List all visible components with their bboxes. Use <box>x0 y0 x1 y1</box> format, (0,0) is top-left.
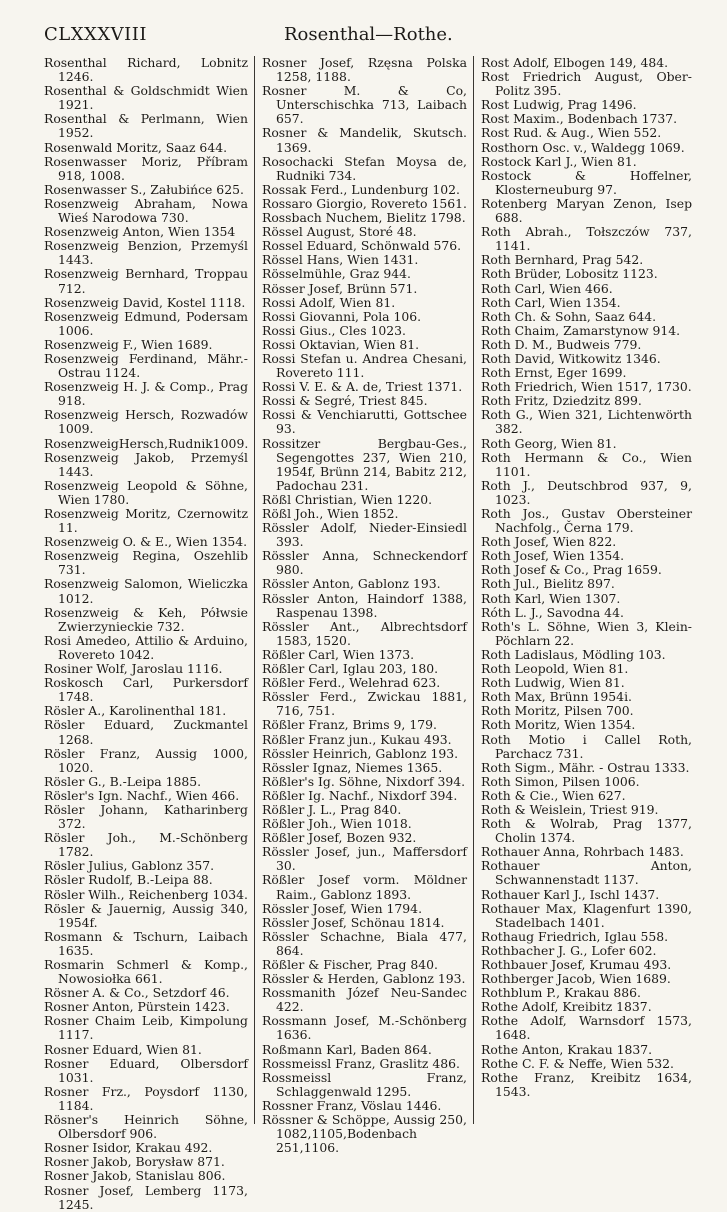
directory-entry: Rosner Chaim Leib, Kimpolung 1117. <box>44 1013 248 1043</box>
directory-entry: Rosenzweig & Keh, Półwsie Zwierzynieckie 732. <box>44 604 248 634</box>
directory-entry: Rosner & Mandelik, Skutsch. 1369. <box>262 125 467 155</box>
directory-entry: Rösler's Ign. Nachf., Wien 466. <box>44 787 240 803</box>
directory-entry: Rößler Ig. Nachf., Nixdorf 394. <box>262 787 458 803</box>
directory-entry: Rösser Josef, Brünn 571. <box>262 280 418 296</box>
directory-entry: Rössler Heinrich, Gablonz 193. <box>262 745 459 761</box>
directory-entry: Rosenzweig Abraham, Nowa Wieś Narodowa 730. <box>44 195 248 226</box>
directory-entry: Rössler Josef, jun., Maffersdorf 30. <box>262 844 467 874</box>
page-title: Rosenthal—Rothe. <box>284 24 453 45</box>
directory-entry: Rössler Ignaz, Niemes 1365. <box>262 759 443 775</box>
directory-entry: Rossitzer Bergbau-Ges., Segengottes 237, Wien 210, 1954f, Brünn 214, Babitz 212, Padochau 231. <box>262 435 467 493</box>
directory-entry: Rossmanith Józef Neu-Sandec 422. <box>262 985 467 1015</box>
column-3 <box>473 56 692 1124</box>
directory-entry: Rosthorn Osc. v., Waldegg 1069. <box>481 139 685 155</box>
directory-entry: Rössler Ferd., Zwickau 1881, 716, 751. <box>262 689 467 719</box>
directory-entry: Rost Maxim., Bodenbach 1737. <box>481 111 678 127</box>
directory-entry: Rosenzweig Regina, Oszehlib 731. <box>44 548 248 578</box>
directory-entry: Rosner Eduard, Olbersdorf 1031. <box>44 1055 248 1085</box>
directory-entry: Rössel August, Storé 48. <box>262 224 417 240</box>
directory-entry: Roth J., Deutschbrod 937, 9, 1023. <box>481 477 692 507</box>
directory-entry: Rosenzweig Jakob, Przemyśl 1443. <box>44 449 248 479</box>
directory-entry: Rosenthal & Goldschmidt Wien 1921. <box>44 83 248 113</box>
directory-entry: Roth & Wolrab, Prag 1377, Cholin 1374. <box>481 816 692 846</box>
directory-entry: Roskosch Carl, Purkersdorf 1748. <box>44 675 248 705</box>
directory-entry: Rothe C. F. & Neffe, Wien 532. <box>481 1055 674 1071</box>
directory-entry: Rosner Isidor, Krakau 492. <box>44 1140 213 1156</box>
directory-entry: Rößler Josef, Bozen 932. <box>262 830 417 846</box>
directory-entry: Rosner Anton, Pürstein 1423. <box>44 999 230 1015</box>
directory-entry: Rothaug Friedrich, Iglau 558. <box>481 928 669 944</box>
directory-entry: Rössler Josef, Schönau 1814. <box>262 914 445 930</box>
directory-entry: Rosner M. & Co, Unterschischka 713, Laibach 657. <box>262 83 467 127</box>
directory-entry: Rost Rud. & Aug., Wien 552. <box>481 125 662 141</box>
directory-entry: Roth Abrah., Tołszczów 737, 1141. <box>481 224 692 254</box>
directory-entry: Rothblum P., Krakau 886. <box>481 985 641 1001</box>
directory-entry: Roth Motio i Callel Roth, Parchacz 731. <box>481 731 692 761</box>
directory-entry: Roth Josef, Wien 1354. <box>481 548 625 564</box>
directory-entry: Rössel Hans, Wien 1431. <box>262 252 419 268</box>
directory-entry: Rößler Franz, Brims 9, 179. <box>262 717 437 733</box>
directory-entry: Roth Leopold, Wien 81. <box>481 661 629 677</box>
directory-entry: Rößl Joh., Wien 1852. <box>262 506 399 521</box>
directory-entry: Roth Ernst, Eger 1699. <box>481 365 627 381</box>
directory-entry: Roth D. M., Budweis 779. <box>481 336 642 352</box>
directory-entry: Rossi Gius., Cles 1023. <box>262 322 406 338</box>
directory-entry: Roth Moritz, Pilsen 700. <box>481 703 634 719</box>
directory-entry: Rosenthal & Perlmann, Wien 1952. <box>44 111 248 141</box>
directory-entry: Rothe Franz, Kreibitz 1634, 1543. <box>481 1069 692 1099</box>
directory-entry: Rösler Joh., M.-Schönberg 1782. <box>44 830 248 860</box>
directory-entry: Rosenwald Moritz, Saaz 644. <box>44 139 228 155</box>
directory-entry: Roth Chaim, Zamarstynow 914. <box>481 322 681 338</box>
directory-entry: Roth Brüder, Lobositz 1123. <box>481 266 658 282</box>
directory-entry: Rösner's Heinrich Söhne, Olbersdorf 906. <box>44 1112 248 1142</box>
directory-entry: Roth Bernhard, Prag 542. <box>481 252 644 268</box>
directory-entry: Rostock & Hoffelner, Klosterneuburg 97. <box>481 167 692 197</box>
directory-entry: Rossi & Venchiarutti, Gottschee 93. <box>262 407 467 437</box>
directory-entry: Rosiner Wolf, Jaroslau 1116. <box>44 661 223 677</box>
directory-entry: Roth Friedrich, Wien 1517, 1730. <box>481 379 692 395</box>
directory-entry: Rotenberg Maryan Zenon, Isep 688. <box>481 195 692 226</box>
directory-entry: Rothbauer Josef, Krumau 493. <box>481 957 672 972</box>
directory-entry: Rössner & Schöppe, Aussig 250, 1082,1105,Bodenbach 251,1106. <box>262 1112 467 1156</box>
directory-entry: Rosenzweig F., Wien 1689. <box>44 336 213 352</box>
directory-entry: Rosenzweig Hersch, Rozwadów 1009. <box>44 407 248 437</box>
page-header <box>44 14 692 48</box>
directory-entry: Rössler & Herden, Gablonz 193. <box>262 971 466 987</box>
directory-entry: Rothe Adolf, Kreibitz 1837. <box>481 999 652 1015</box>
page-number: CLXXXVIII <box>44 24 147 45</box>
directory-entry: Rößler Joh., Wien 1018. <box>262 816 412 832</box>
directory-entry: Rosenzweig H. J. & Comp., Prag 918. <box>44 379 248 409</box>
directory-entry: Rössler Anton, Gablonz 193. <box>262 576 441 592</box>
directory-entry: Roth Ch. & Sohn, Saaz 644. <box>481 308 657 324</box>
directory-entry: Roth Fritz, Dziedzitz 899. <box>481 393 642 409</box>
directory-entry: Rothberger Jacob, Wien 1689. <box>481 971 671 987</box>
directory-entry: Rössler Schachne, Biala 477, 864. <box>262 928 467 958</box>
directory-entry: Rösler Johann, Katharinberg 372. <box>44 801 248 832</box>
directory-entry: Roth Ludwig, Wien 81. <box>481 675 625 691</box>
directory-entry: Rosner Josef, Lemberg 1173, 1245. <box>44 1182 248 1212</box>
directory-entry: Roth Jos., Gustav Obersteiner Nachfolg., Černa 179. <box>481 506 692 536</box>
directory-entry: Rößler Carl, Iglau 203, 180. <box>262 661 439 677</box>
directory-entry: Rosner Eduard, Wien 81. <box>44 1041 202 1057</box>
directory-entry: Rößler & Fischer, Prag 840. <box>262 957 438 972</box>
directory-entry: Rosenzweig Ferdinand, Mähr.-Ostrau 1124. <box>44 350 248 381</box>
directory-entry: Rossmeissl Franz, Graslitz 486. <box>262 1055 460 1071</box>
directory-entry: Rossner Franz, Vöslau 1446. <box>262 1097 442 1113</box>
directory-entry: Rösler Franz, Aussig 1000, 1020. <box>44 745 248 775</box>
directory-entry: Rosochacki Stefan Moysa de, Rudniki 734. <box>262 153 467 183</box>
directory-entry: Rosenzweig David, Kostel 1118. <box>44 294 246 310</box>
directory-entry: Rostock Karl J., Wien 81. <box>481 153 637 169</box>
directory-entry: Rössler Anna, Schneckendorf 980. <box>262 548 467 578</box>
directory-entry: Rossel Eduard, Schönwald 576. <box>262 238 462 254</box>
directory-entry: Roth Josef, Wien 822. <box>481 534 617 550</box>
directory-entry: Roth's L. Söhne, Wien 3, Klein-Pöchlarn 22. <box>481 618 692 648</box>
directory-entry: Rösler A., Karolinenthal 181. <box>44 703 227 719</box>
directory-entry: RosenzweigHersch,Rudnik1009. <box>44 435 249 451</box>
directory-entry: Rossi & Segré, Triest 845. <box>262 393 428 409</box>
directory-entry: Rothbacher J. G., Lofer 602. <box>481 942 657 958</box>
directory-entry: Rothe Anton, Krakau 1837. <box>481 1041 653 1057</box>
directory-entry: Rösler Julius, Gablonz 357. <box>44 858 215 874</box>
directory-entry: Rösler G., B.-Leipa 1885. <box>44 773 202 789</box>
directory-entry: Rößl Christian, Wien 1220. <box>262 491 433 507</box>
directory-entry: Rossbach Nuchem, Bielitz 1798. <box>262 210 466 226</box>
directory-entry: Roth Carl, Wien 1354. <box>481 294 621 310</box>
directory-entry: Rost Friedrich August, Ober-Politz 395. <box>481 69 692 99</box>
directory-entry: Roth Sigm., Mähr. - Ostrau 1333. <box>481 759 690 775</box>
directory-entry: Rosenzweig Benzion, Przemyśl 1443. <box>44 238 248 268</box>
directory-entry: Rosenthal Richard, Lobnitz 1246. <box>44 55 248 85</box>
directory-columns <box>44 55 692 1212</box>
directory-entry: Rösler Eduard, Zuckmantel 1268. <box>44 717 248 747</box>
directory-entry: Rossi Stefan u. Andrea Chesani, Rovereto 111. <box>262 350 467 381</box>
directory-entry: Rosmann & Tschurn, Laibach 1635. <box>44 928 248 958</box>
directory-entry: Rösler Rudolf, B.-Leipa 88. <box>44 872 213 888</box>
column-2 <box>254 55 473 1156</box>
directory-entry: Rösler Wilh., Reichenberg 1034. <box>44 886 248 902</box>
directory-entry: Rosenzweig O. & E., Wien 1354. <box>44 534 248 550</box>
directory-entry: Rößler Ferd., Welehrad 623. <box>262 675 441 691</box>
directory-entry: Rosenzweig Bernhard, Troppau 712. <box>44 266 248 296</box>
directory-entry: Rößler Josef vorm. Möldner Raim., Gablonz 1893. <box>262 872 467 902</box>
directory-entry: Rössler Adolf, Nieder-Einsiedl 393. <box>262 520 467 550</box>
directory-entry: Rossi V. E. & A. de, Triest 1371. <box>262 379 463 395</box>
directory-entry: Rothe Adolf, Warnsdorf 1573, 1648. <box>481 1013 692 1043</box>
directory-entry: Rothauer Anna, Rohrbach 1483. <box>481 844 684 860</box>
directory-entry: Rößler Carl, Wien 1373. <box>262 646 415 662</box>
directory-entry: Rothauer Karl J., Ischl 1437. <box>481 886 660 902</box>
directory-entry: Roth Josef & Co., Prag 1659. <box>481 562 662 578</box>
directory-entry: Rössler Anton, Haindorf 1388, Raspenau 1398. <box>262 590 467 620</box>
directory-entry: Rossmeissl Franz, Schlaggenwald 1295. <box>262 1069 467 1099</box>
directory-entry: Rosner Josef, Rzęsna Polska 1258, 1188. <box>262 55 467 85</box>
directory-entry: Rosenzweig Edmund, Podersam 1006. <box>44 308 248 338</box>
directory-entry: Rost Ludwig, Prag 1496. <box>481 97 637 113</box>
directory-entry: Rössler Ant., Albrechtsdorf 1583, 1520. <box>262 618 467 648</box>
directory-entry: Roßmann Karl, Baden 864. <box>262 1041 432 1057</box>
directory-entry: Rößler Franz jun., Kukau 493. <box>262 731 452 747</box>
directory-entry: Roth Moritz, Wien 1354. <box>481 717 636 733</box>
directory-entry: Rothauer Max, Klagenfurt 1390, Stadelbach 1401. <box>481 900 692 930</box>
directory-entry: Rost Adolf, Elbogen 149, 484. <box>481 55 669 70</box>
directory-entry: Roth David, Witkowitz 1346. <box>481 350 661 366</box>
directory-entry: Rosmarin Schmerl & Komp., Nowosiołka 661. <box>44 957 248 987</box>
directory-entry: Roth Carl, Wien 466. <box>481 280 613 296</box>
directory-entry: Rößler J. L., Prag 840. <box>262 801 402 817</box>
directory-entry: Rösselmühle, Graz 944. <box>262 266 411 282</box>
directory-entry: Rosenzweig Anton, Wien 1354 <box>44 224 236 240</box>
directory-entry: Rosner Jakob, Borysław 871. <box>44 1154 225 1170</box>
directory-entry: Rosenwasser S., Załubińce 625. <box>44 181 244 197</box>
directory-entry: Roth & Cie., Wien 627. <box>481 787 626 803</box>
directory-entry: Rossak Ferd., Lundenburg 102. <box>262 181 460 197</box>
directory-entry: Rosner Frz., Poysdorf 1130, 1184. <box>44 1083 248 1113</box>
directory-entry: Rossi Giovanni, Pola 106. <box>262 308 422 324</box>
directory-entry: Roth Hermann & Co., Wien 1101. <box>481 449 692 479</box>
column-1 <box>44 55 254 1212</box>
directory-entry: Roth Simon, Pilsen 1006. <box>481 773 640 789</box>
directory-entry: Rothauer Anton, Schwannenstadt 1137. <box>481 858 692 888</box>
directory-entry: Rosenzweig Moritz, Czernowitz 11. <box>44 506 248 536</box>
directory-entry: Roth Karl, Wien 1307. <box>481 590 621 606</box>
directory-entry: Rosner Jakob, Stanislau 806. <box>44 1168 226 1184</box>
directory-entry: Roth G., Wien 321, Lichtenwörth 382. <box>481 407 692 437</box>
directory-entry: Rößler's Ig. Söhne, Nixdorf 394. <box>262 773 466 789</box>
directory-entry: Rosenzweig Leopold & Söhne, Wien 1780. <box>44 477 248 507</box>
directory-entry: Rösner A. & Co., Setzdorf 46. <box>44 985 230 1001</box>
directory-entry: Roth Ladislaus, Mödling 103. <box>481 646 666 662</box>
directory-entry: Rossi Oktavian, Wien 81. <box>262 336 420 352</box>
directory-entry: Rossi Adolf, Wien 81. <box>262 294 396 310</box>
directory-entry: Rössler Josef, Wien 1794. <box>262 900 423 916</box>
directory-entry: Roth Jul., Bielitz 897. <box>481 576 615 592</box>
directory-entry: Róth L. J., Savodna 44. <box>481 604 624 620</box>
directory-entry: Rossaro Giorgio, Rovereto 1561. <box>262 195 467 211</box>
directory-entry: Rosi Amedeo, Attilio & Arduino, Rovereto 1042. <box>44 632 248 662</box>
directory-entry: Rosenwasser Moriz, Příbram 918, 1008. <box>44 153 248 183</box>
directory-entry: Roth Max, Brünn 1954i. <box>481 689 632 705</box>
directory-entry: Rossmann Josef, M.-Schönberg 1636. <box>262 1013 467 1043</box>
directory-entry: Rösler & Jauernig, Aussig 340, 1954f. <box>44 900 248 930</box>
directory-entry: Roth Georg, Wien 81. <box>481 435 617 451</box>
directory-entry: Roth & Weislein, Triest 919. <box>481 801 659 817</box>
directory-entry: Rosenzweig Salomon, Wieliczka 1012. <box>44 576 248 606</box>
